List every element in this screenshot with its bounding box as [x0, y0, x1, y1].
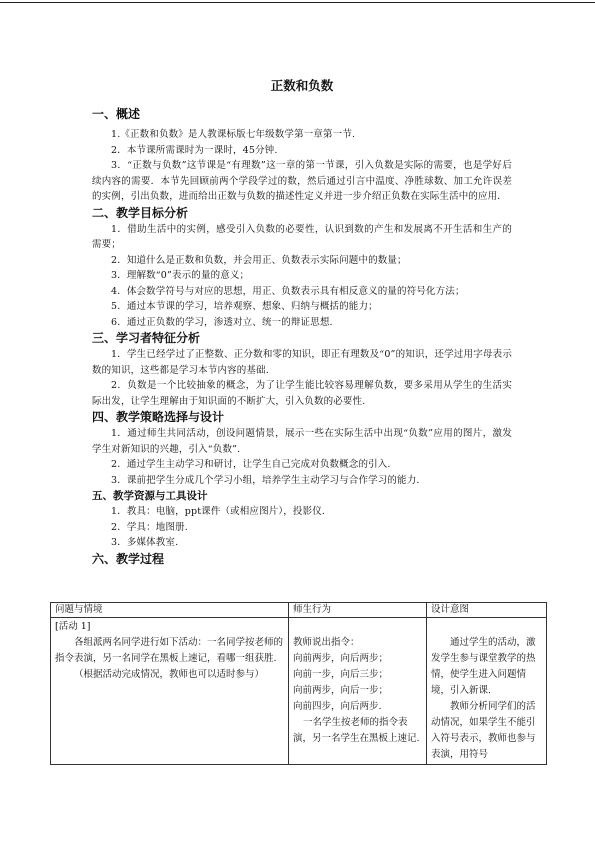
paragraph: 1．借助生活中的实例，感受引入负数的必要性，认识到数的产生和发展离不开生活和生产的需要； [92, 223, 512, 250]
table-cell-behavior [289, 618, 427, 765]
paragraph: 5．通过本节课的学习，培养观察、想象、归纳与概括的能力； [111, 301, 378, 312]
cell-text: 教师分析同学们的活动情况，如果学生不能引入符号表示，教师也参与表演，用符号 [431, 701, 536, 760]
cell-text: 各组派两名同学进行如下活动：一名同学按老师的指令表演，另一名同学在黑板上速记，看哪一组获胜. [55, 637, 284, 664]
cell-text: 教师说出指令： [293, 637, 360, 648]
section-heading-resources: 五、教学资源与工具设计 [92, 490, 208, 502]
document-body [92, 76, 512, 568]
paragraph: 2．学具：地图册. [111, 521, 188, 533]
table-cell-situation [51, 618, 289, 765]
top-rule [0, 2, 595, 3]
section-heading-process: 六、教学过程 [92, 551, 165, 566]
paragraph: 2．通过学生主动学习和研讨，让学生自己完成对负数概念的引入. [111, 459, 391, 470]
table-header-row [51, 603, 547, 618]
section-heading-learners: 三、学习者特征分析 [92, 331, 201, 345]
cell-text: 一名学生按老师的指令表演，另一名学生在黑板上速记. [293, 717, 420, 744]
paragraph: 4．体会数学符号与对应的思想，用正、负数表示具有相反意义的量的符号化方法； [111, 285, 465, 297]
cell-text: （根据活动完成情况，教师也可以适时参与） [74, 669, 265, 680]
teaching-process-table [50, 602, 546, 765]
section-heading-strategy: 四、教学策略选择与设计 [92, 410, 225, 424]
paragraph: 6．通过正负数的学习，渗透对立、统一的辩证思想. [111, 316, 333, 328]
table-header-cell: 问题与情境 [51, 603, 289, 618]
table-row [51, 618, 547, 765]
section-heading-overview: 一、概述 [92, 107, 141, 121]
paragraph: 1．通过师生共同活动，创设问题情景，展示一些在实际生活中出现“负数”应用的图片，激发学生对新知识的兴趣，引入“负数”. [92, 428, 512, 455]
cell-text: 向前四步，向后两步. [293, 701, 382, 712]
page-title: 正数和负数 [270, 78, 334, 93]
paragraph: 2．负数是一个比较抽象的概念，为了让学生能比较容易理解负数，要多采用从学生的生活实际出发，让学生理解由于知识面的不断扩大，引入负数的必要性. [92, 380, 512, 407]
table-cell-intent [427, 618, 547, 765]
cell-text: 向前两步，向后一步； [293, 685, 389, 696]
cell-text: 通过学生的活动，激发学生参与课堂教学的热情，使学生进入问题情境，引入新课. [431, 637, 536, 696]
paragraph: 2．本节课所需课时为一课时，45分钟. [111, 144, 278, 156]
paragraph: 1．学生已经学过了正整数、正分数和零的知识，即正有理数及“0”的知识，还学过用字母表示数的知识，这些都是学习本节内容的基础. [92, 349, 512, 376]
table-header-cell: 师生行为 [289, 603, 427, 618]
paragraph: 3．多媒体教室. [111, 537, 179, 548]
paragraph: 1.《正数和负数》是人教课标版七年级数学第一章第一节. [111, 129, 356, 140]
paragraph: 3．理解数“0”表示的量的意义； [111, 270, 250, 281]
cell-text: 向前两步，向后两步； [293, 653, 389, 664]
cell-text: 向前一步，向后三步； [293, 669, 389, 680]
paragraph: 3．“正数与负数”这节课是“有理数”这一章的第一节课，引入负数是实际的需要，也是学好后续内容的需要．本节先回顾前两个学段学过的数，然后通过引言中温度、净胜球数、加工允许误差的实例，引出负数，进而给出正数与负数的描述性定义并进一步介绍正负数在实际生活中的应用． [92, 160, 512, 202]
paragraph: 1．教具：电脑，ppt课件（或相应图片），投影仪. [111, 506, 326, 517]
section-heading-objectives: 二、教学目标分析 [92, 205, 189, 220]
paragraph: 2．知道什么是正数和负数，并会用正、负数表示实际问题中的数量； [111, 254, 407, 266]
paragraph: 3．课前把学生分成几个学习小组，培养学生主动学习与合作学习的能力. [111, 474, 420, 486]
table-header-cell: 设计意图 [427, 603, 547, 618]
activity-label: [活动 1] [55, 621, 91, 632]
